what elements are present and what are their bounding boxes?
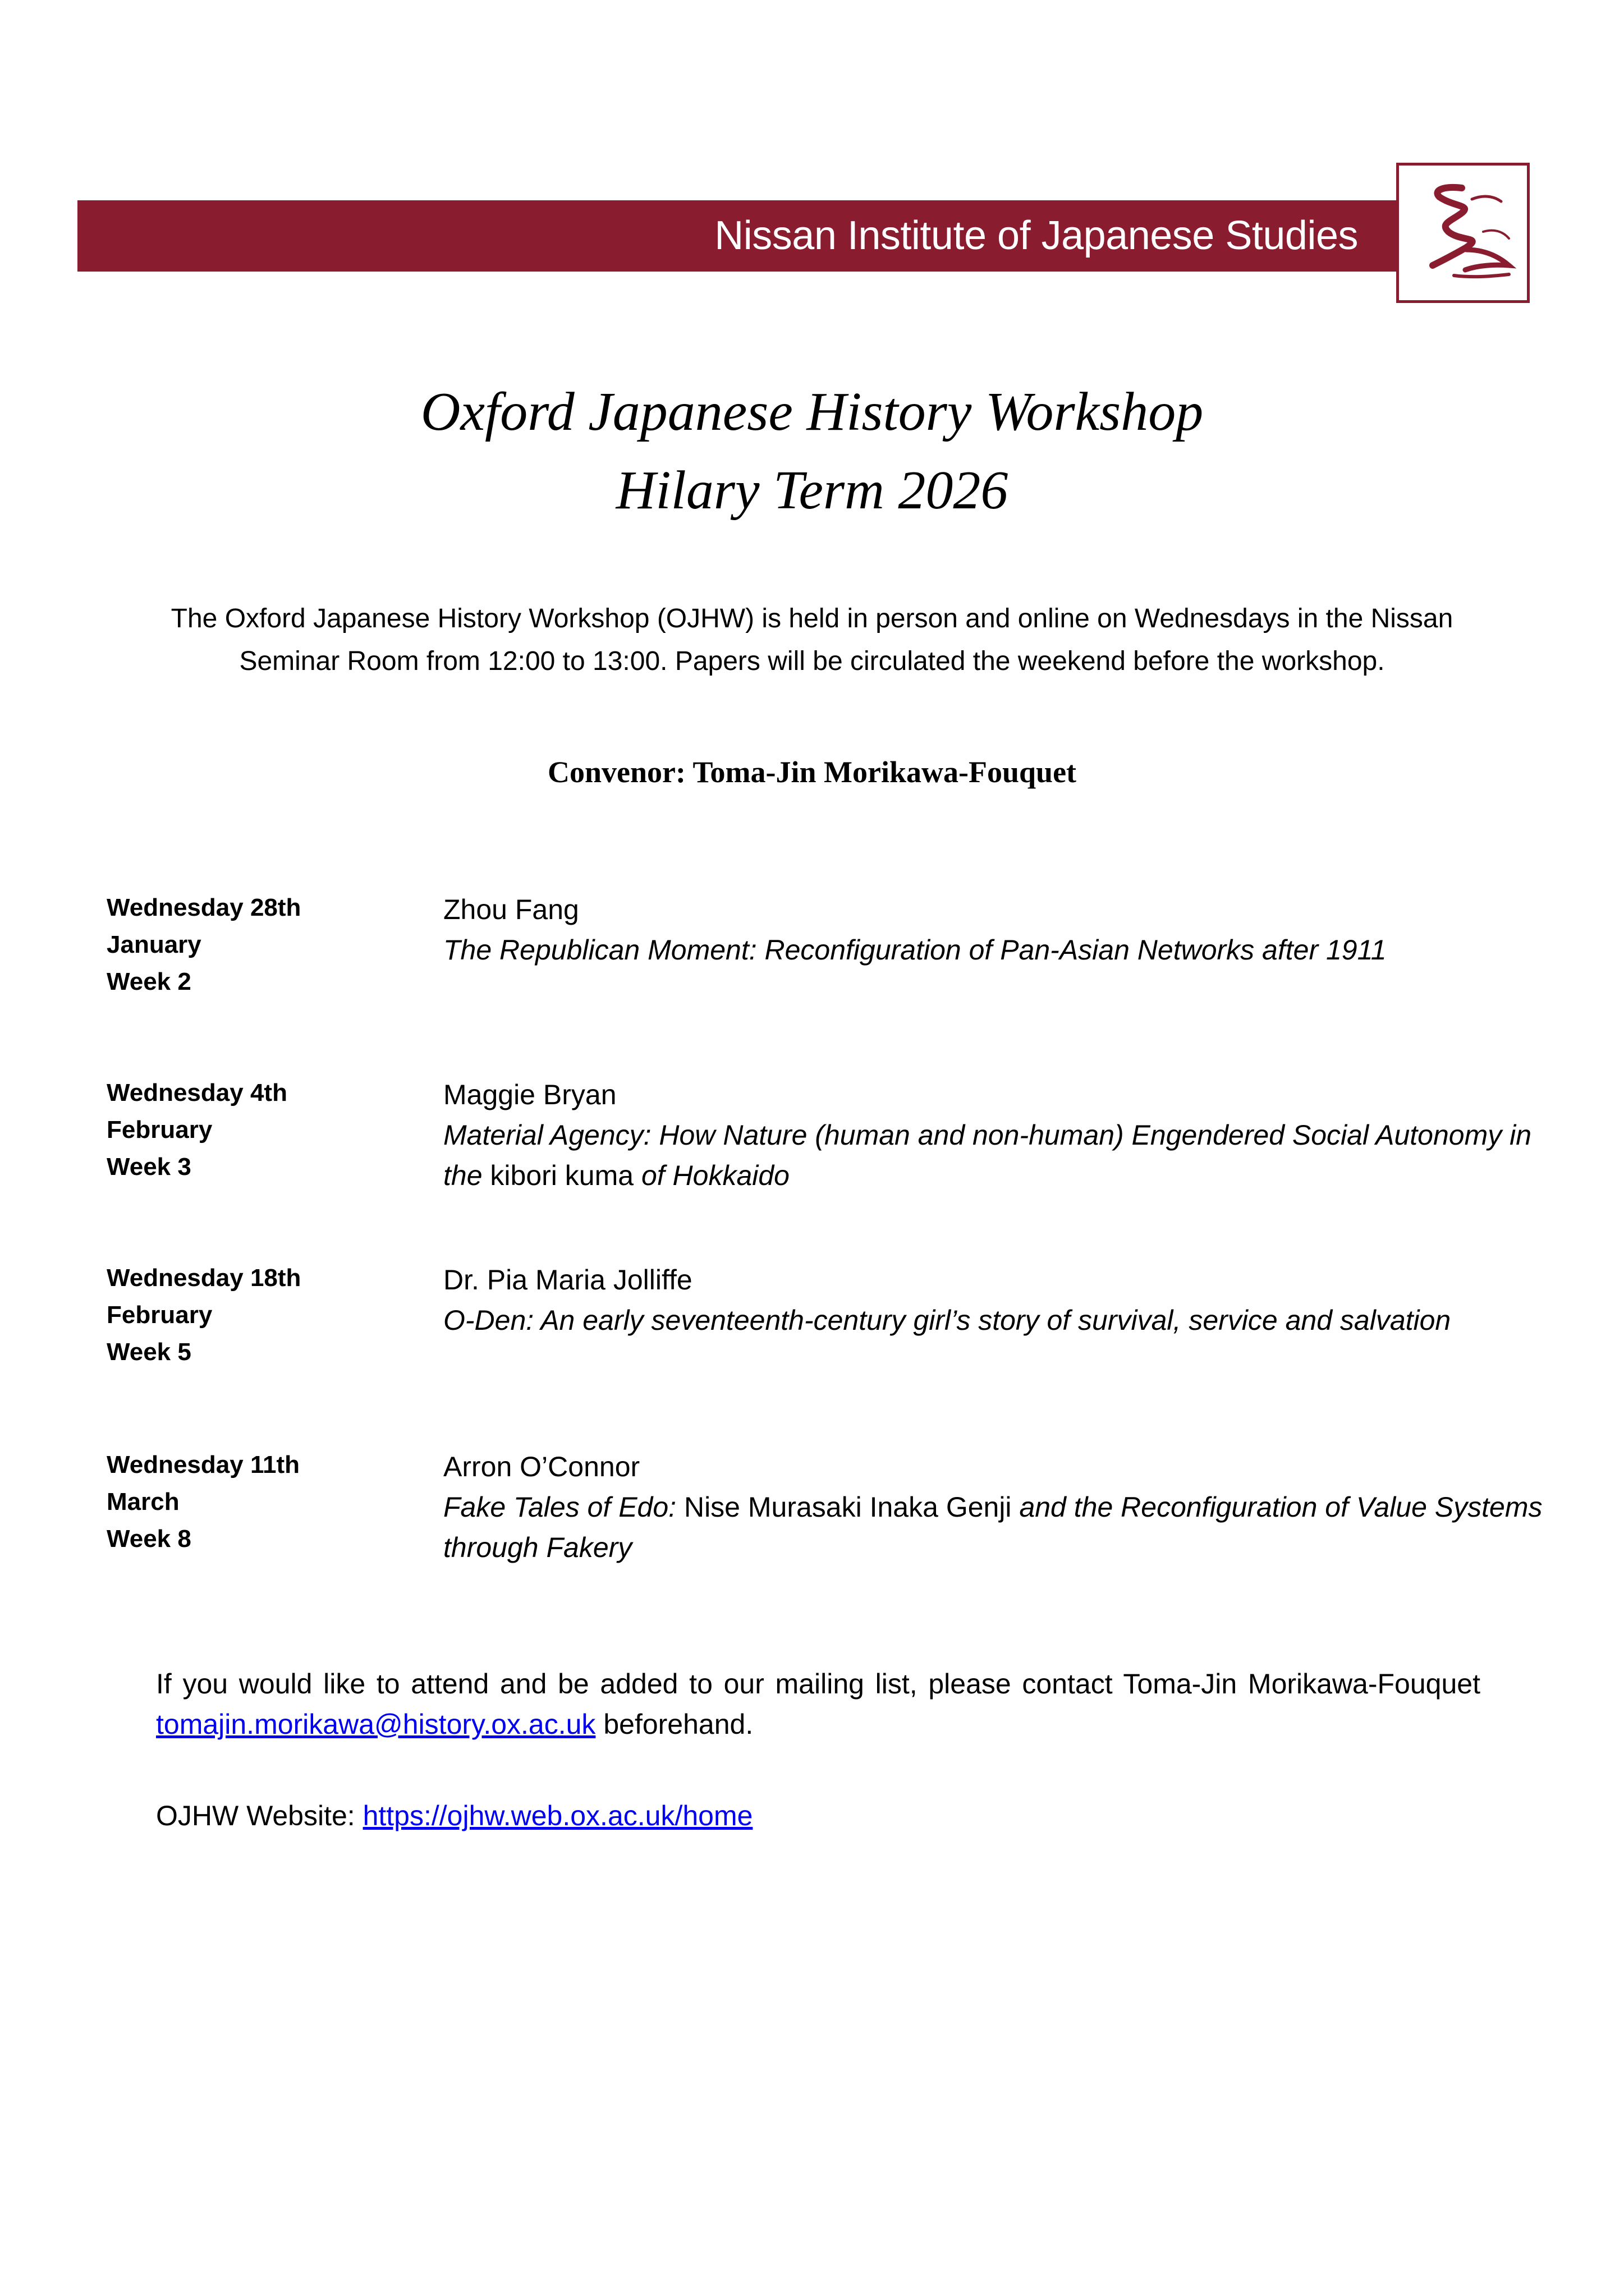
contact-text: If you would like to attend and be added to our mailing list, please contact Toma-Jin Morikawa-Fouquet (156, 1668, 1480, 1700)
session-date-month: March (107, 1488, 180, 1516)
session-date-day: Wednesday 4th (107, 1079, 287, 1106)
session-title-text-end: and the Reconfiguration of Value Systems through Fakery (443, 1491, 1543, 1563)
session-speaker: Zhou Fang (443, 894, 579, 925)
session-title (443, 1487, 1543, 1568)
term-subtitle: Hilary Term 2026 (616, 460, 1008, 521)
website-link[interactable]: https://ojhw.web.ox.ac.uk/home (363, 1800, 753, 1831)
session-title (443, 1300, 1543, 1340)
session-details (443, 889, 1543, 970)
session-date (107, 1074, 398, 1186)
contact-text-end: beforehand. (595, 1709, 754, 1740)
calligraphy-logo-icon (1399, 166, 1527, 300)
session-date-day: Wednesday 11th (107, 1451, 300, 1478)
website-line (156, 1796, 753, 1836)
session-title-text: Material Agency: How Nature (human and non-human) Engendered Social Autonomy in the (443, 1119, 1532, 1191)
website-label: OJHW Website: (156, 1800, 363, 1831)
contact-email-link[interactable]: tomajin.morikawa@history.ox.ac.uk (156, 1709, 596, 1740)
session-title-text: The Republican Moment: Reconfiguration of Pan-Asian Networks after 1911 (443, 934, 1387, 966)
intro-paragraph (84, 598, 1540, 683)
session-details (443, 1074, 1543, 1196)
session-title (443, 1115, 1543, 1196)
session-date-month: January (107, 931, 201, 958)
session-details (443, 1260, 1543, 1340)
session-week: Week 5 (107, 1338, 191, 1366)
institute-name: Nissan Institute of Japanese Studies (714, 213, 1358, 258)
intro-line-2: Seminar Room from 12:00 to 13:00. Papers will be circulated the weekend before the workshop. (239, 646, 1385, 676)
page-title: Oxford Japanese History Workshop (420, 382, 1204, 442)
header-band (77, 200, 1397, 272)
session-title-text: Fake Tales of Edo: (443, 1491, 684, 1523)
session-week: Week 2 (107, 968, 191, 995)
session-speaker: Dr. Pia Maria Jolliffe (443, 1264, 692, 1296)
session-speaker: Maggie Bryan (443, 1079, 617, 1110)
convenor: Convenor: Toma-Jin Morikawa-Fouquet (547, 755, 1077, 789)
session-title-roman: kibori kuma (490, 1160, 634, 1191)
session-title (443, 930, 1543, 970)
session-date (107, 889, 398, 1000)
institute-logo (1396, 163, 1530, 303)
session-date-day: Wednesday 28th (107, 894, 301, 921)
session-date-day: Wednesday 18th (107, 1264, 301, 1292)
session-week: Week 3 (107, 1153, 191, 1181)
contact-paragraph (156, 1664, 1480, 1744)
session-title-text-end: of Hokkaido (634, 1160, 790, 1191)
intro-line-1: The Oxford Japanese History Workshop (OJHW) is held in person and online on Wednesdays in the Nissan (171, 604, 1453, 633)
session-week: Week 8 (107, 1525, 191, 1553)
session-title-roman: Nise Murasaki Inaka Genji (683, 1491, 1012, 1523)
session-details (443, 1447, 1543, 1568)
session-date-month: February (107, 1301, 213, 1329)
session-date-month: February (107, 1116, 213, 1144)
session-date (107, 1447, 398, 1558)
session-date (107, 1260, 398, 1371)
session-speaker: Arron O’Connor (443, 1451, 640, 1482)
session-title-text: O-Den: An early seventeenth-century girl’s story of survival, service and salvation (443, 1305, 1451, 1336)
